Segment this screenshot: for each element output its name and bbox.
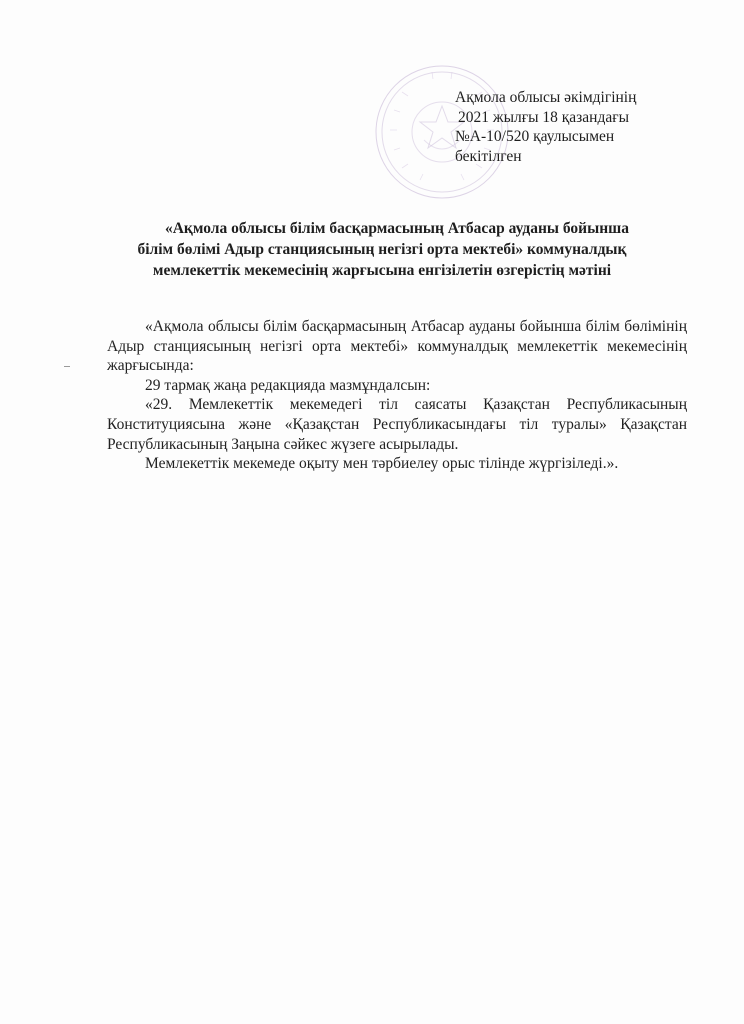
approval-line-3: №А-10/520 қаулысымен (455, 128, 615, 145)
document-body (107, 317, 687, 474)
body-paragraph-2: 29 тармақ жаңа редакцияда мазмұндалсын: (145, 376, 431, 394)
margin-mark (64, 366, 70, 367)
body-paragraph-3: «29. Мемлекеттік мекемедегі тіл саясаты Қазақстан Республикасының Конституциясына және «Қазақстан Республикасындағы тіл туралы» Қазақстан Республикасының Заңына сәйкес жүзеге асырылады. (107, 396, 687, 453)
approval-line-2: 2021 жылғы 18 қазандағы (458, 108, 629, 126)
title-line-3: мемлекеттік мекемесінің жарғысына енгізілетін өзгерістің мәтіні (152, 262, 612, 279)
approval-line-4: бекітілген (455, 147, 522, 165)
body-paragraph-1: «Ақмола облысы білім басқармасының Атбасар ауданы бойынша білім бөлімінің Адыр станциясының негізгі орта мектебі» коммуналдық мемлекеттік мекемесінің жарғысында: (107, 318, 687, 375)
body-paragraph-4: Мемлекеттік мекемеде оқыту мен тәрбиелеу орыс тілінде жүргізіледі.». (145, 455, 619, 473)
document-title (92, 218, 672, 281)
approval-block (455, 88, 715, 166)
title-line-1: «Ақмола облысы білім басқармасының Атбасар ауданы бойынша (164, 220, 629, 237)
title-line-2: білім бөлімі Адыр станциясының негізгі орта мектебі» коммуналдық (137, 241, 627, 258)
approval-line-1: Ақмола облысы әкімдігінің (455, 89, 637, 106)
